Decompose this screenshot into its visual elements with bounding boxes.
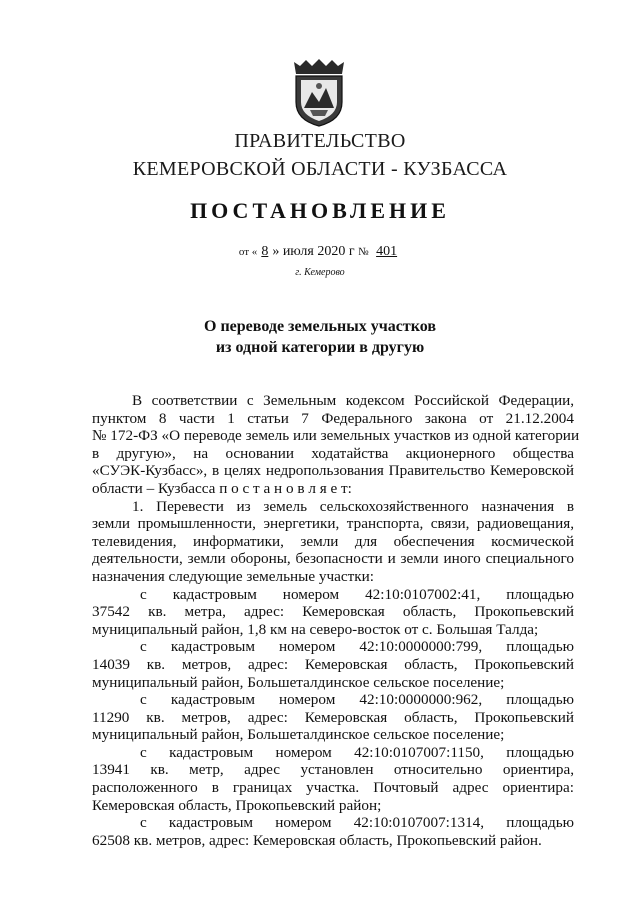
body-line: муниципальный район, Большеталдинское сельское поселение; — [92, 726, 505, 744]
body-line: пунктом 8 части 1 статьи 7 Федерального закона от 21.12.2004 — [92, 409, 574, 427]
body-line: расположенного в границах участка. Почтовый адрес ориентира: — [92, 779, 574, 797]
body-line: земли промышленности, энергетики, транспорта, связи, радиовещания, — [92, 515, 574, 533]
body-line: муниципальный район, 1,8 км на северо-восток от с. Большая Талда; — [92, 620, 539, 638]
document-number: 401 — [376, 244, 398, 259]
body-line: № 172-ФЗ «О переводе земель или земельных участков из одной категории — [92, 427, 580, 445]
body-line: муниципальный район, Большеталдинское сельское поселение; — [92, 673, 505, 691]
government-name-line2: КЕМЕРОВСКОЙ ОБЛАСТИ - КУЗБАССА — [132, 158, 508, 180]
body-line: деятельности, земли обороны, безопасности и земли иного специального — [92, 550, 574, 568]
body-line: телевидения, информатики, земли для обеспечения космической — [92, 532, 574, 550]
body-line: 13941 кв. метр, адрес установлен относительно ориентира, — [92, 761, 574, 779]
body-line: в другую», на основании ходатайства акционерного общества — [92, 444, 574, 462]
body-line: 62508 кв. метров, адрес: Кемеровская область, Прокопьевский район. — [92, 831, 542, 849]
body-line: «СУЭК-Кузбасс», в целях недропользования Правительство Кемеровской — [92, 462, 574, 480]
government-name-line1: ПРАВИТЕЛЬСТВО — [234, 130, 406, 152]
title-line1: О переводе земельных участков — [204, 318, 436, 335]
date-day: 8 — [261, 244, 269, 259]
body-line: 1. Перевести из земель сельскохозяйственного назначения в — [132, 497, 574, 515]
body-line: Кемеровская область, Прокопьевский район; — [92, 796, 382, 814]
date-prefix: от « — [238, 246, 258, 258]
title-line2: из одной категории в другую — [215, 339, 425, 356]
body-line: с кадастровым номером 42:10:0107002:41, площадью — [140, 585, 574, 603]
date-month-year: » июля 2020 г — [272, 244, 355, 259]
body-line: 11290 кв. метров, адрес: Кемеровская область, Прокопьевский — [92, 708, 574, 726]
city: г. Кемерово — [295, 267, 345, 278]
body-line: 37542 кв. метра, адрес: Кемеровская область, Прокопьевский — [92, 603, 574, 621]
body-line: с кадастровым номером 42:10:0107007:1150, площадью — [140, 743, 574, 761]
body-line: В соответствии с Земельным кодексом Российской Федерации, — [132, 392, 574, 409]
document-body — [92, 392, 580, 849]
coat-of-arms-emblem — [290, 58, 348, 128]
body-line: области – Кузбасса п о с т а н о в л я е т: — [92, 479, 352, 497]
body-line: 14039 кв. метров, адрес: Кемеровская область, Прокопьевский — [92, 655, 574, 673]
document-type: ПОСТАНОВЛЕНИЕ — [190, 198, 450, 223]
body-line: с кадастровым номером 42:10:0107007:1314, площадью — [140, 814, 574, 832]
number-prefix: № — [358, 246, 369, 258]
date-number-line — [0, 244, 640, 260]
document-title — [0, 316, 640, 358]
body-line: с кадастровым номером 42:10:0000000:799, площадью — [140, 638, 574, 656]
body-line: назначения следующие земельные участки: — [92, 567, 374, 585]
body-line: с кадастровым номером 42:10:0000000:962, площадью — [140, 691, 574, 709]
